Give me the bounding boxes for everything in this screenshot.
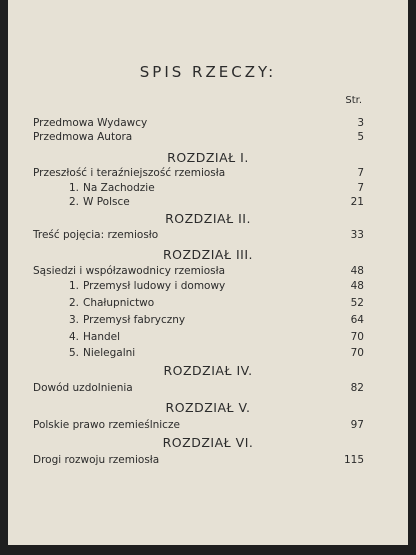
- toc-entry: [8, 453, 408, 467]
- toc-entry: [8, 181, 408, 195]
- toc-entry: [8, 418, 408, 432]
- toc-entry-title: Przemysł fabryczny: [83, 314, 186, 326]
- toc-entry-title: Chałupnictwo: [83, 297, 155, 309]
- chapter-heading: ROZDZIAŁ I.: [167, 150, 249, 165]
- toc-entry-page: 52: [350, 297, 364, 309]
- toc-entry-page: 3: [357, 117, 364, 129]
- toc-entry-page: 64: [350, 314, 364, 326]
- toc-entry: [8, 228, 408, 242]
- chapter-heading: ROZDZIAŁ VI.: [162, 435, 254, 450]
- toc-entry-page: 7: [357, 182, 364, 194]
- toc-entry-page: 7: [357, 167, 364, 179]
- toc-entry: [8, 381, 408, 395]
- toc-entry-page: 21: [350, 196, 364, 208]
- toc-entry-page: 115: [343, 454, 364, 466]
- toc-entry-number: 2.: [68, 297, 79, 309]
- toc-entry-title: Przemysł ludowy i domowy: [83, 280, 226, 292]
- toc-entry-number: 5.: [68, 347, 79, 359]
- toc-entry-page: 5: [357, 131, 364, 143]
- chapter-heading: ROZDZIAŁ II.: [165, 211, 251, 226]
- toc-entry: [8, 346, 408, 360]
- toc-entry: [8, 296, 408, 310]
- toc-entry-page: 48: [350, 280, 364, 292]
- toc-entry: [8, 130, 408, 144]
- toc-entry: [8, 330, 408, 344]
- toc-entry-page: 48: [350, 265, 364, 277]
- toc-entry-title: Handel: [83, 331, 121, 343]
- toc-entry-title: Na Zachodzie: [83, 182, 155, 194]
- toc-entry-title: Dowód uzdolnienia: [33, 382, 133, 394]
- page-title: SPIS RZECZY:: [139, 63, 277, 81]
- toc-entry: [8, 264, 408, 278]
- toc-entry-number: 1.: [68, 280, 79, 292]
- toc-entry-title: Nielegalni: [83, 347, 136, 359]
- toc-entry-title: Przedmowa Autora: [33, 131, 133, 143]
- toc-entry-title: Polskie prawo rzemieślnicze: [33, 419, 180, 431]
- toc-entry-number: 4.: [68, 331, 79, 343]
- toc-entry-page: 70: [350, 331, 364, 343]
- toc-entry-number: 3.: [68, 314, 79, 326]
- toc-entry: [8, 313, 408, 327]
- toc-entry-page: 97: [350, 419, 364, 431]
- toc-entry-number: 1.: [68, 182, 79, 194]
- toc-entry-title: Sąsiedzi i współzawodnicy rzemiosła: [33, 265, 226, 277]
- toc-entry-title: W Polsce: [83, 196, 130, 208]
- chapter-heading: ROZDZIAŁ IV.: [163, 363, 253, 378]
- chapter-heading: ROZDZIAŁ V.: [165, 400, 251, 415]
- toc-entry-page: 70: [350, 347, 364, 359]
- toc-entry-page: 82: [350, 382, 364, 394]
- toc-entry: [8, 195, 408, 209]
- toc-entry: [8, 166, 408, 180]
- toc-entry-title: Przedmowa Wydawcy: [33, 117, 148, 129]
- toc-entry-title: Drogi rozwoju rzemiosła: [33, 454, 160, 466]
- chapter-heading: ROZDZIAŁ III.: [162, 247, 254, 262]
- toc-entry-title: Przeszłość i teraźniejszość rzemiosła: [33, 167, 226, 179]
- toc-entry-number: 2.: [68, 196, 79, 208]
- toc-entry-title: Treść pojęcia: rzemiosło: [33, 229, 159, 241]
- book-page: [8, 0, 408, 545]
- page-column-header: Str.: [345, 95, 362, 106]
- toc-entry: [8, 116, 408, 130]
- toc-entry-page: 33: [350, 229, 364, 241]
- toc-entry: [8, 279, 408, 293]
